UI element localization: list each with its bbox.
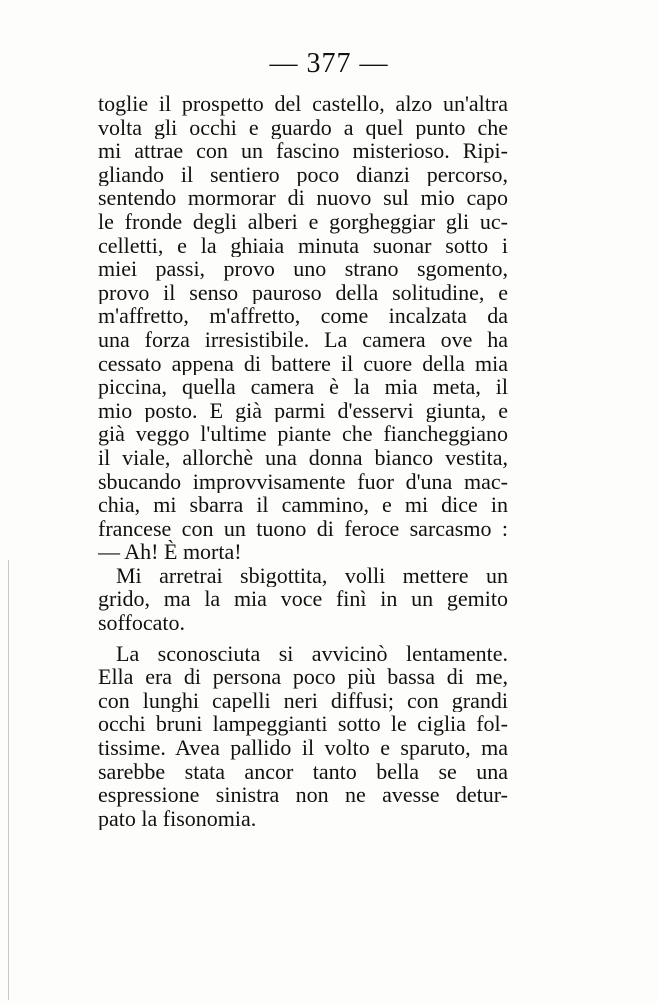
text-line: cessato appena di battere il cuore della mia — [98, 351, 508, 376]
paragraph-1 — [98, 92, 508, 564]
text-line: La sconosciuta si avvicinò lentamente. — [116, 641, 508, 666]
text-line: piccina, quella camera è la mia meta, il — [98, 375, 508, 399]
text-line: gliando il sentiero poco dianzi percorso, — [98, 162, 508, 187]
text-line: occhi bruni lampeggianti sotto le ciglia fol- — [98, 712, 508, 737]
text-line: le fronde degli alberi e gorgheggiar gli uc- — [98, 209, 508, 234]
text-line: sbucando improvvisamente fuor d'una mac- — [98, 469, 508, 494]
text-line: soffocato. — [98, 611, 185, 635]
text-line: pato la fisonomia. — [98, 806, 257, 831]
text-line: Ella era di persona poco più bassa di me, — [98, 665, 508, 689]
paragraph-2 — [98, 564, 508, 635]
text-line: il viale, allorchè una donna bianco vestita, — [98, 445, 508, 470]
text-line: tissime. Avea pallido il volto e sparuto, ma — [98, 736, 508, 760]
text-line: espressione sinistra non ne avesse detur- — [98, 783, 508, 807]
text-line: mi attrae con un fascino misterioso. Ripi- — [98, 139, 508, 163]
text-line: grido, ma la mia voce finì in un gemito — [98, 587, 508, 612]
text-line: miei passi, provo uno strano sgomento, — [98, 257, 508, 281]
text-line: — Ah! È morta! — [98, 540, 242, 564]
text-line: celletti, e la ghiaia minuta suonar sotto i — [98, 233, 508, 258]
text-line: mio posto. E già parmi d'esservi giunta, e — [98, 398, 508, 423]
paragraph-3 — [98, 642, 508, 831]
text-line: con lunghi capelli neri diffusi; con grandi — [98, 688, 508, 713]
text-line: già veggo l'ultime piante che fiancheggiano — [98, 422, 508, 446]
text-line: francese con un tuono di feroce sarcasmo : — [98, 516, 508, 541]
page-edge-shadow — [8, 560, 9, 1000]
body-text — [98, 92, 508, 830]
page-number-header: — 377 — — [269, 48, 389, 79]
text-line: Mi arretrai sbigottita, volli mettere un — [116, 563, 508, 588]
text-line: chia, mi sbarra il cammino, e mi dice in — [98, 493, 508, 517]
text-line: sentendo mormorar di nuovo sul mio capo — [98, 186, 508, 210]
text-line: volta gli occhi e guardo a quel punto che — [98, 115, 508, 140]
text-line: m'affretto, m'affretto, come incalzata da — [98, 304, 508, 328]
text-line: una forza irresistibile. La camera ove ha — [98, 327, 508, 352]
text-line: sarebbe stata ancor tanto bella se una — [98, 759, 508, 784]
text-line: toglie il prospetto del castello, alzo un'altra — [98, 92, 508, 116]
paragraph-spacing — [98, 635, 508, 642]
text-line: provo il senso pauroso della solitudine, e — [98, 280, 508, 305]
